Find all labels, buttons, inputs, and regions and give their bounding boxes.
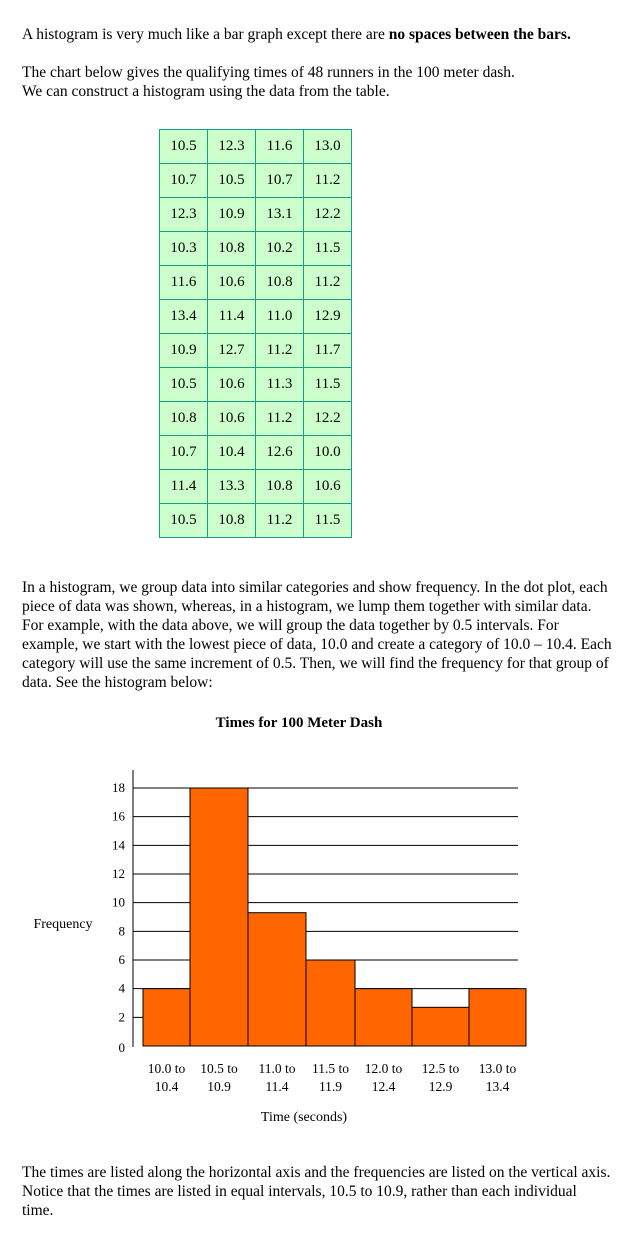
table-cell: 11.0 bbox=[256, 300, 304, 334]
x-axis-title: Time (seconds) bbox=[260, 1110, 348, 1125]
table-cell: 13.4 bbox=[160, 300, 208, 334]
table-cell: 12.3 bbox=[208, 130, 256, 164]
description-line-2: We can construct a histogram using the data from the table. bbox=[22, 83, 390, 100]
table-cell: 10.5 bbox=[160, 368, 208, 402]
description-paragraph bbox=[22, 63, 612, 101]
x-tick-label: 13.4 bbox=[485, 1079, 510, 1094]
histogram-bar bbox=[469, 989, 526, 1046]
histogram-bar bbox=[412, 1007, 469, 1046]
table-cell: 10.7 bbox=[160, 436, 208, 470]
table-cell: 10.2 bbox=[256, 232, 304, 266]
table-cell: 11.4 bbox=[160, 470, 208, 504]
x-tick-label: 11.5 to bbox=[312, 1061, 349, 1076]
table-row bbox=[160, 504, 352, 538]
table-cell: 10.8 bbox=[160, 402, 208, 436]
table-cell: 11.2 bbox=[256, 402, 304, 436]
y-tick-label: 4 bbox=[118, 980, 125, 996]
table-cell: 10.8 bbox=[208, 504, 256, 538]
y-tick-label: 8 bbox=[118, 923, 125, 939]
histogram-bar bbox=[355, 989, 412, 1046]
table-cell: 13.1 bbox=[256, 198, 304, 232]
table-cell: 11.6 bbox=[256, 130, 304, 164]
intro-bold-text: no spaces between the bars. bbox=[388, 26, 571, 43]
table-cell: 10.6 bbox=[304, 470, 352, 504]
conclusion-paragraph: The times are listed along the horizontal axis and the frequencies are listed on the vertical axis. Notice that the times are listed in equal intervals, 10.5 to 10.9, rather than each individual time. bbox=[22, 1164, 611, 1219]
table-cell: 13.3 bbox=[208, 470, 256, 504]
y-tick-label: 0 bbox=[118, 1040, 125, 1055]
y-tick-label: 14 bbox=[112, 837, 125, 853]
table-cell: 12.7 bbox=[208, 334, 256, 368]
table-cell: 11.5 bbox=[304, 368, 352, 402]
y-tick-label: 16 bbox=[112, 808, 125, 824]
table-cell: 13.0 bbox=[304, 130, 352, 164]
histogram-chart bbox=[0, 760, 628, 1140]
table-cell: 10.6 bbox=[208, 368, 256, 402]
table-cell: 10.6 bbox=[208, 266, 256, 300]
table-row bbox=[160, 334, 352, 368]
y-tick-label: 12 bbox=[112, 866, 125, 881]
y-tick-label: 18 bbox=[112, 780, 125, 795]
histogram-bar bbox=[190, 788, 248, 1046]
table-row bbox=[160, 232, 352, 266]
y-tick-label: 6 bbox=[118, 952, 125, 967]
table-cell: 11.5 bbox=[304, 232, 352, 266]
table-cell: 11.3 bbox=[256, 368, 304, 402]
table-cell: 12.2 bbox=[304, 198, 352, 232]
table-cell: 10.3 bbox=[160, 232, 208, 266]
table-cell: 10.7 bbox=[160, 164, 208, 198]
x-tick-label: 12.0 to bbox=[364, 1061, 403, 1076]
intro-text: A histogram is very much like a bar graph except there are bbox=[22, 26, 389, 43]
y-axis-title: Frequency bbox=[33, 917, 93, 932]
table-cell: 11.5 bbox=[304, 504, 352, 538]
x-tick-label: 11.9 bbox=[318, 1079, 343, 1094]
table-cell: 11.2 bbox=[256, 334, 304, 368]
table-cell: 11.2 bbox=[304, 164, 352, 198]
x-tick-label: 12.4 bbox=[371, 1079, 396, 1094]
table-cell: 11.6 bbox=[160, 266, 208, 300]
table-cell: 12.2 bbox=[304, 402, 352, 436]
table-row bbox=[160, 436, 352, 470]
table-cell: 10.9 bbox=[160, 334, 208, 368]
chart-title: Times for 100 Meter Dash bbox=[215, 715, 383, 731]
x-tick-label: 10.0 to bbox=[147, 1061, 186, 1076]
table-cell: 10.8 bbox=[208, 232, 256, 266]
histogram-bar bbox=[306, 960, 355, 1046]
table-cell: 11.2 bbox=[256, 504, 304, 538]
table-cell: 10.9 bbox=[208, 198, 256, 232]
table-cell: 12.9 bbox=[304, 300, 352, 334]
intro-paragraph bbox=[22, 25, 612, 44]
histogram-bar bbox=[143, 989, 190, 1046]
table-cell: 10.5 bbox=[160, 130, 208, 164]
table-cell: 10.5 bbox=[208, 164, 256, 198]
table-cell: 11.2 bbox=[304, 266, 352, 300]
x-tick-label: 10.4 bbox=[154, 1079, 179, 1094]
x-tick-label: 13.0 to bbox=[478, 1061, 517, 1076]
y-tick-label: 10 bbox=[112, 894, 125, 910]
table-cell: 10.8 bbox=[256, 266, 304, 300]
table-row bbox=[160, 470, 352, 504]
x-tick-label: 10.5 to bbox=[200, 1061, 238, 1076]
histogram-bar bbox=[248, 913, 306, 1046]
table-row bbox=[160, 130, 352, 164]
x-tick-label: 11.0 to bbox=[258, 1061, 296, 1076]
table-cell: 12.3 bbox=[160, 198, 208, 232]
table-cell: 10.0 bbox=[304, 436, 352, 470]
x-tick-label: 12.9 bbox=[428, 1079, 453, 1094]
table-cell: 10.7 bbox=[256, 164, 304, 198]
table-row bbox=[160, 368, 352, 402]
table-row bbox=[160, 402, 352, 436]
table-cell: 10.5 bbox=[160, 504, 208, 538]
table-cell: 11.4 bbox=[208, 300, 256, 334]
x-tick-label: 12.5 to bbox=[421, 1061, 460, 1076]
table-row bbox=[160, 266, 352, 300]
table-row bbox=[160, 198, 352, 232]
table-cell: 10.6 bbox=[208, 402, 256, 436]
table-cell: 10.4 bbox=[208, 436, 256, 470]
table-row bbox=[160, 164, 352, 198]
x-tick-label: 10.9 bbox=[207, 1079, 231, 1094]
x-tick-label: 11.4 bbox=[265, 1079, 289, 1094]
table-cell: 10.8 bbox=[256, 470, 304, 504]
table-cell: 12.6 bbox=[256, 436, 304, 470]
table-cell: 11.7 bbox=[304, 334, 352, 368]
description-line-1: The chart below gives the qualifying times of 48 runners in the 100 meter dash. bbox=[22, 64, 515, 81]
table-row bbox=[160, 300, 352, 334]
explanation-paragraph: In a histogram, we group data into similar categories and show frequency. In the dot plot, each piece of data was shown, whereas, in a histogram, we lump them together with similar data. For example, with the data above, we will group the data together by 0.5 intervals. For example, we start with the lowest piece of data, 10.0 and create a category of 10.0 – 10.4. Each category will use the same increment of 0.5. Then, we will find the frequency for that group of data. See the histogram below: bbox=[22, 579, 612, 691]
y-tick-label: 2 bbox=[118, 1009, 125, 1025]
qualifying-times-table bbox=[159, 129, 352, 538]
